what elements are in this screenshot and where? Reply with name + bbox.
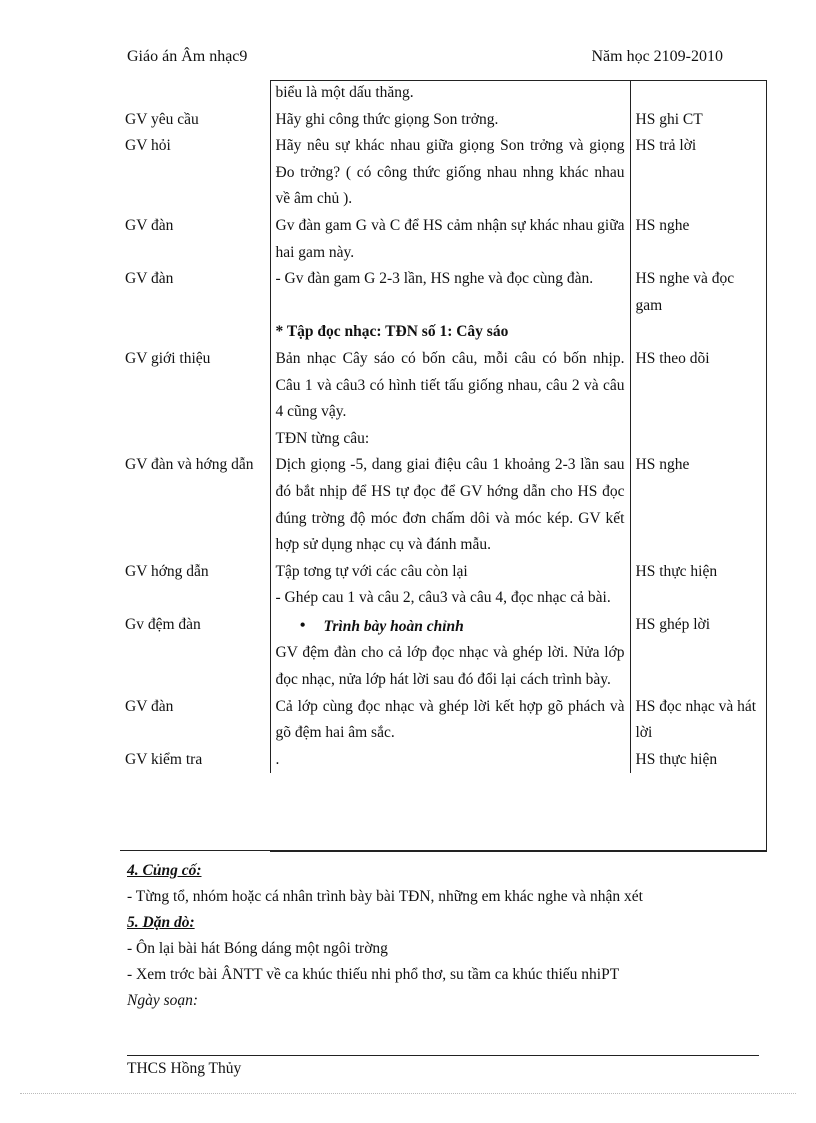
- content-cell: [270, 80, 630, 107]
- lesson-row: [120, 133, 766, 213]
- header-subject: Giáo án Âm nhạc9: [127, 48, 248, 65]
- homework-heading: 5. Dặn dò:: [127, 914, 195, 931]
- content-cell: [270, 559, 630, 612]
- bullet-item: [276, 612, 625, 641]
- student-activity-cell: [630, 612, 766, 694]
- content-paragraph: Tập tơng tự với các câu còn lại: [275, 562, 468, 580]
- teacher-activity-cell: [120, 559, 270, 612]
- content-cell: [270, 107, 630, 134]
- student-activity-cell: [630, 266, 766, 319]
- student-activity: HS trả lời: [635, 137, 697, 155]
- content-paragraph: Hãy ghi công thức giọng Son trởng.: [275, 110, 499, 128]
- content-paragraph: Cả lớp cùng đọc nhạc và ghép lời kết hợp gõ phách và gõ đệm hai âm sắc.: [275, 697, 625, 742]
- content-paragraph: Gv đàn gam G và C để HS cảm nhận sự khác nhau giữa hai gam này.: [275, 216, 625, 261]
- content-paragraph: TĐN từng câu:: [275, 429, 370, 447]
- teacher-activity-cell: [120, 213, 270, 266]
- content-paragraph: Hãy nêu sự khác nhau giữa giọng Son trởng và giọng Đo trởng? ( có công thức giống nhau nhng khác nhau về âm chủ ).: [275, 137, 625, 208]
- student-activity: HS theo dõi: [635, 349, 710, 367]
- student-activity: HS thực hiện: [635, 750, 718, 768]
- teacher-activity-cell: [120, 107, 270, 134]
- student-activity: HS nghe: [635, 456, 690, 474]
- content-paragraph: Dịch giọng -5, dang giai điệu câu 1 khoảng 2-3 lần sau đó bắt nhịp để HS tự đọc để GV hớng dẫn cho HS đọc đúng trờng độ móc đơn chấm dôi và móc kép. GV kết hợp sử dụng nhạc cụ và đánh mẫu.: [275, 456, 625, 554]
- teacher-activity-cell: [120, 694, 270, 747]
- content-cell: [270, 133, 630, 213]
- student-activity: HS đọc nhạc và hát lời: [635, 697, 757, 742]
- student-activity: HS nghe và đọc gam: [635, 270, 735, 314]
- content-cell: [270, 452, 630, 558]
- teacher-activity-cell: [120, 319, 270, 346]
- teacher-activity-cell: [120, 612, 270, 694]
- lesson-row: [120, 346, 766, 452]
- content-cell: [270, 319, 630, 346]
- content-paragraph: Bản nhạc Cây sáo có bốn câu, mỗi câu có bốn nhịp. Câu 1 và câu3 có hình tiết tấu giống nhau, câu 2 và câu 4 cũng vậy.: [275, 349, 625, 421]
- student-activity-cell: [630, 346, 766, 452]
- lesson-row: [120, 266, 766, 319]
- teacher-activity: GV đàn và hớng dẫn: [125, 456, 254, 474]
- teacher-activity: GV hớng dẫn: [125, 562, 209, 580]
- teacher-activity: GV đàn: [125, 697, 174, 715]
- teacher-activity: Gv đệm đàn: [125, 615, 201, 633]
- header-school-year: Năm học 2109-2010: [591, 48, 723, 65]
- bullet-text: Trình bày hoàn chỉnh: [323, 617, 464, 635]
- content-paragraph: .: [275, 750, 280, 768]
- homework-item-1: - Ôn lại bài hát Bóng dáng một ngôi trờng: [127, 940, 388, 957]
- lesson-row: [120, 107, 766, 134]
- teacher-activity-cell: [120, 266, 270, 319]
- student-activity-cell: [630, 319, 766, 346]
- date-label: Ngày soạn:: [127, 992, 199, 1009]
- content-cell: [270, 266, 630, 319]
- student-activity: HS ghép lời: [635, 615, 711, 633]
- content-paragraph: biểu là một dấu thăng.: [275, 84, 414, 101]
- teacher-activity-cell: [120, 452, 270, 558]
- student-activity-cell: [630, 80, 766, 107]
- content-cell: [270, 694, 630, 747]
- consolidate-text: - Từng tổ, nhóm hoặc cá nhân trình bày bài TĐN, những em khác nghe và nhận xét: [127, 888, 643, 905]
- lesson-table: [120, 80, 767, 773]
- lesson-row: [120, 559, 766, 612]
- teacher-activity-cell: [120, 747, 270, 774]
- after-table-section: [127, 858, 759, 1014]
- teacher-activity: GV kiểm tra: [125, 750, 203, 768]
- bullet-icon: •: [299, 614, 306, 635]
- lesson-row: [120, 80, 766, 107]
- student-activity-cell: [630, 694, 766, 747]
- teacher-activity-cell: [120, 80, 270, 107]
- homework-item-2: - Xem trớc bài ÂNTT về ca khúc thiếu nhi phổ thơ, su tầm ca khúc thiếu nhiPT: [127, 966, 620, 983]
- student-activity-cell: [630, 559, 766, 612]
- lesson-row: [120, 694, 766, 747]
- teacher-activity: GV đàn: [125, 270, 174, 288]
- student-activity-cell: [630, 213, 766, 266]
- student-activity: HS thực hiện: [635, 562, 718, 580]
- lesson-row: [120, 452, 766, 558]
- student-activity-cell: [630, 747, 766, 774]
- content-cell: [270, 612, 630, 694]
- teacher-activity: GV đàn: [125, 216, 174, 234]
- footer-school: THCS Hồng Thủy: [127, 1060, 242, 1077]
- page-edge-dotted-line: [20, 1093, 796, 1094]
- lesson-row: [120, 213, 766, 266]
- student-activity-cell: [630, 452, 766, 558]
- page-header: [127, 48, 723, 72]
- teacher-activity: GV yêu cầu: [125, 110, 199, 128]
- lesson-row: [120, 612, 766, 694]
- teacher-activity-cell: [120, 133, 270, 213]
- table-bottom-border: [120, 850, 766, 851]
- content-cell: [270, 747, 630, 774]
- section-heading: * Tập đọc nhạc: TĐN số 1: Cây sáo: [275, 323, 509, 341]
- content-cell: [270, 213, 630, 266]
- lesson-row: [120, 747, 766, 774]
- student-activity-cell: [630, 107, 766, 134]
- teacher-activity: GV giới thiệu: [125, 349, 211, 367]
- content-paragraph: - Ghép cau 1 và câu 2, câu3 và câu 4, đọc nhạc cả bài.: [275, 589, 611, 607]
- content-cell: [270, 346, 630, 452]
- content-paragraph: - Gv đàn gam G 2-3 lần, HS nghe và đọc cùng đàn.: [275, 270, 594, 288]
- teacher-activity: GV hỏi: [125, 137, 171, 155]
- student-activity: HS nghe: [635, 216, 690, 234]
- teacher-activity-cell: [120, 346, 270, 452]
- footer-divider: [127, 1055, 759, 1056]
- content-paragraph: GV đệm đàn cho cả lớp đọc nhạc và ghép lời. Nửa lớp đọc nhạc, nửa lớp hát lời sau đó đổi lại cách trình bày.: [275, 644, 625, 689]
- lesson-row: [120, 319, 766, 346]
- student-activity-cell: [630, 133, 766, 213]
- student-activity: HS ghi CT: [635, 110, 703, 128]
- consolidate-heading: 4. Củng cố:: [127, 862, 202, 879]
